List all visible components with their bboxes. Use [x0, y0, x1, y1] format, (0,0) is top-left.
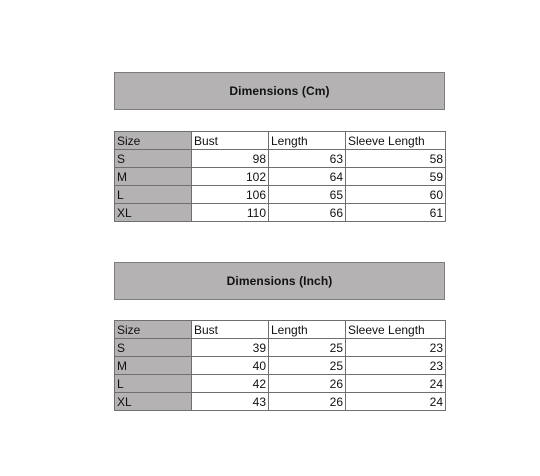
column-header-sleeve-length: Sleeve Length	[346, 321, 446, 339]
table-row	[115, 357, 446, 375]
size-cell: S	[115, 339, 192, 357]
column-header-length: Length	[269, 321, 346, 339]
size-cell: L	[115, 186, 192, 204]
column-header-size: Size	[115, 321, 192, 339]
size-cell: L	[115, 375, 192, 393]
table-row	[115, 150, 446, 168]
size-cell: M	[115, 168, 192, 186]
bust-cell: 98	[192, 150, 269, 168]
length-cell: 63	[269, 150, 346, 168]
sleeve-length-cell: 59	[346, 168, 446, 186]
bust-cell: 42	[192, 375, 269, 393]
size-cell: S	[115, 150, 192, 168]
length-cell: 65	[269, 186, 346, 204]
sleeve-length-cell: 23	[346, 357, 446, 375]
bust-cell: 39	[192, 339, 269, 357]
table-row	[115, 393, 446, 411]
size-cell: XL	[115, 393, 192, 411]
table-header-row	[115, 132, 446, 150]
size-cell: M	[115, 357, 192, 375]
length-cell: 26	[269, 393, 346, 411]
table-row	[115, 204, 446, 222]
bust-cell: 40	[192, 357, 269, 375]
table-row	[115, 339, 446, 357]
bust-cell: 43	[192, 393, 269, 411]
table-row	[115, 186, 446, 204]
sleeve-length-cell: 24	[346, 375, 446, 393]
length-cell: 26	[269, 375, 346, 393]
column-header-bust: Bust	[192, 132, 269, 150]
dimensions-inch-table	[114, 320, 446, 411]
bust-cell: 102	[192, 168, 269, 186]
table-row	[115, 375, 446, 393]
dimensions-cm-title: Dimensions (Cm)	[114, 72, 445, 110]
column-header-length: Length	[269, 132, 346, 150]
column-header-bust: Bust	[192, 321, 269, 339]
sleeve-length-cell: 61	[346, 204, 446, 222]
dimensions-inch-title: Dimensions (Inch)	[114, 262, 445, 300]
column-header-size: Size	[115, 132, 192, 150]
table-row	[115, 168, 446, 186]
size-cell: XL	[115, 204, 192, 222]
column-header-sleeve-length: Sleeve Length	[346, 132, 446, 150]
table-header-row	[115, 321, 446, 339]
bust-cell: 106	[192, 186, 269, 204]
sleeve-length-cell: 60	[346, 186, 446, 204]
dimensions-cm-table	[114, 131, 446, 222]
sleeve-length-cell: 23	[346, 339, 446, 357]
length-cell: 25	[269, 357, 346, 375]
sleeve-length-cell: 24	[346, 393, 446, 411]
length-cell: 25	[269, 339, 346, 357]
sleeve-length-cell: 58	[346, 150, 446, 168]
bust-cell: 110	[192, 204, 269, 222]
length-cell: 66	[269, 204, 346, 222]
length-cell: 64	[269, 168, 346, 186]
